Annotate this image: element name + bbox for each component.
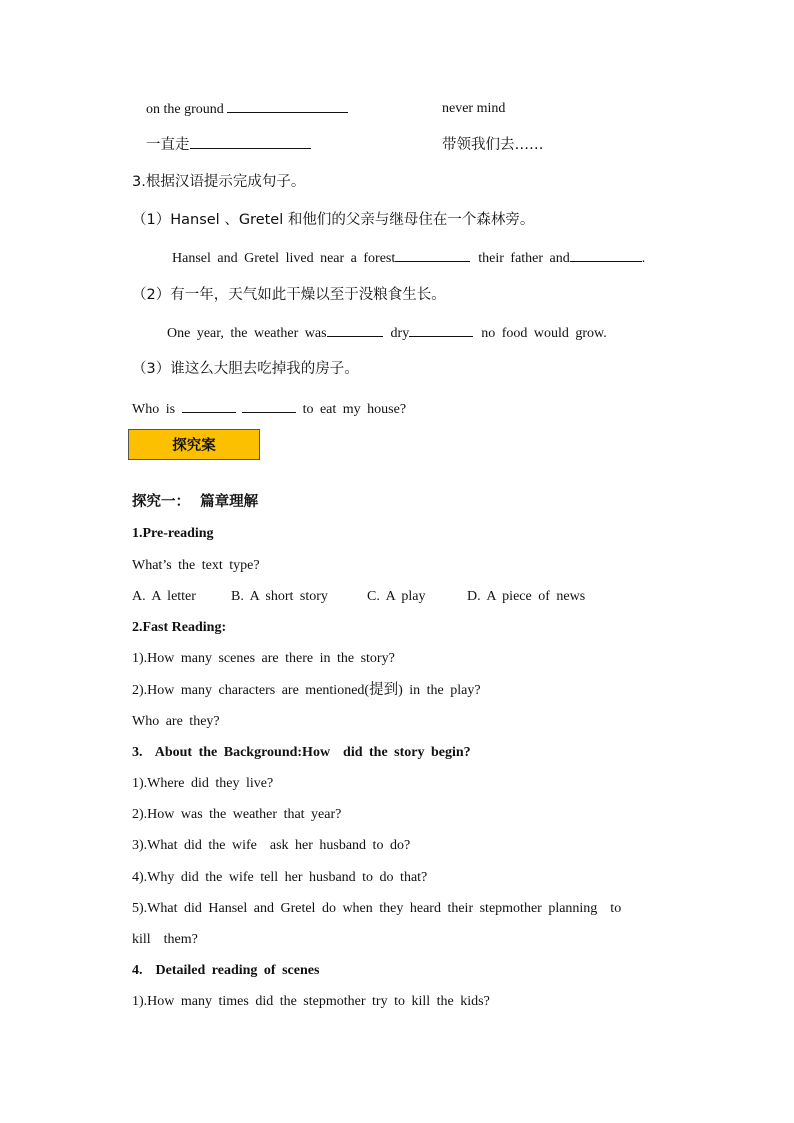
pre-reading-question: What’s the text type? (132, 558, 260, 573)
answer-blank[interactable] (409, 323, 473, 337)
vocab-phrase: 一直走 (146, 137, 190, 153)
vocab-row1-col1 (146, 99, 348, 120)
vocab-phrase: on the ground (146, 102, 224, 117)
sentence-text: One year, the weather was (167, 326, 327, 341)
task3-q1-english (172, 248, 645, 269)
fast-reading-heading: 2.Fast Reading: (132, 620, 227, 635)
background-q2: 2).How was the weather that year? (132, 807, 342, 822)
sentence-text: . (641, 251, 646, 266)
option-c[interactable]: C. A play (367, 589, 426, 604)
background-q4: 4).Why did the wife tell her husband to do that? (132, 870, 428, 885)
background-q1: 1).Where did they live? (132, 776, 274, 791)
sentence-text: to eat my house? (302, 402, 407, 417)
fast-reading-q3: Who are they? (132, 714, 220, 729)
answer-blank[interactable] (182, 399, 236, 413)
option-d[interactable]: D. A piece of news (467, 589, 586, 604)
background-heading: 3. About the Background:How did the story begin? (132, 745, 471, 760)
sentence-text: Hansel and Gretel lived near a forest (172, 251, 396, 266)
task3-q2-english (167, 323, 607, 344)
answer-blank[interactable] (570, 248, 642, 262)
answer-blank[interactable] (190, 135, 311, 149)
option-a[interactable]: A. A letter (132, 589, 196, 604)
task3-heading: 3.根据汉语提示完成句子。 (132, 174, 306, 190)
explore-title: 探究一： 篇章理解 (132, 494, 259, 510)
background-q5-line1: 5).What did Hansel and Gretel do when they heard their stepmother planning to (132, 901, 622, 916)
detailed-reading-q1: 1).How many times did the stepmother try to kill the kids? (132, 994, 490, 1009)
task3-q1-chinese: （1）Hansel 、Gretel 和他们的父亲与继母住在一个森林旁。 (132, 212, 535, 228)
fast-reading-q1: 1).How many scenes are there in the story? (132, 651, 395, 666)
fast-reading-q2 (132, 680, 481, 701)
vocab-row1-col2: never mind (442, 101, 506, 116)
answer-blank[interactable] (227, 99, 348, 113)
sentence-text: dry (390, 326, 410, 341)
vocab-row2-col1 (146, 135, 311, 155)
task3-q3-chinese: （3）谁这么大胆去吃掉我的房子。 (132, 361, 359, 377)
background-q3: 3).What did the wife ask her husband to do? (132, 838, 411, 853)
sentence-text: their father and (478, 251, 570, 266)
sentence-text: Who is (132, 402, 176, 417)
pre-reading-heading: 1.Pre-reading (132, 526, 214, 541)
sentence-text: no food would grow. (481, 326, 607, 341)
question-text: ) in the play? (398, 683, 481, 698)
detailed-reading-heading: 4. Detailed reading of scenes (132, 963, 320, 978)
vocab-row2-col2: 带领我们去…… (442, 137, 544, 153)
background-q5-line2: kill them? (132, 932, 198, 947)
option-b[interactable]: B. A short story (231, 589, 328, 604)
answer-blank[interactable] (395, 248, 470, 262)
answer-blank[interactable] (242, 399, 296, 413)
chinese-gloss: 提到 (369, 682, 399, 698)
task3-q2-chinese: （2）有一年，天气如此干燥以至于没粮食生长。 (132, 287, 446, 303)
task3-q3-english (132, 399, 406, 420)
question-text: 2).How many characters are mentioned( (132, 683, 370, 698)
section-label-box: 探究案 (128, 429, 260, 460)
answer-blank[interactable] (327, 323, 383, 337)
